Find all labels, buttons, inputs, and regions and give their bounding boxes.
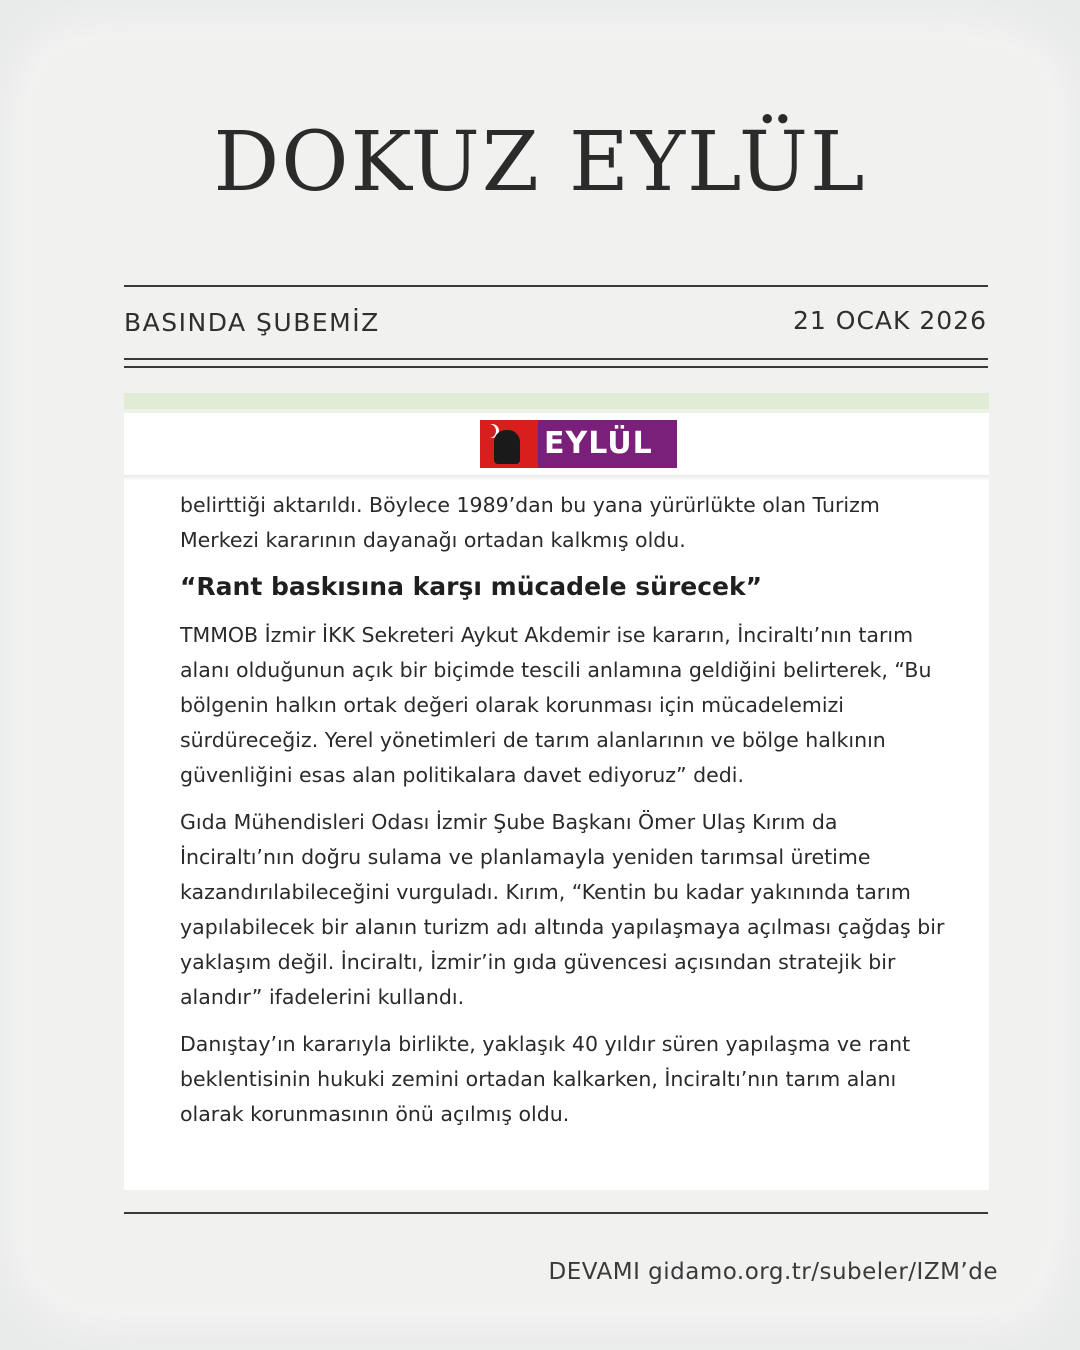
masthead-title: DOKUZ EYLÜL — [213, 115, 867, 210]
article-paragraph: belirttiği aktarıldı. Böylece 1989’dan bu yana yürürlükte olan Turizm Merkezi kararının dayanağı ortadan kalkmış oldu. — [180, 493, 880, 552]
date-label: 21 OCAK 2026 — [793, 306, 987, 335]
clipping-top-line — [124, 409, 989, 413]
top-rule — [124, 285, 988, 287]
flag-portrait-icon — [480, 420, 538, 468]
article-subheading: “Rant baskısına karşı mücadele sürecek” — [180, 572, 763, 601]
footer-link[interactable]: DEVAMI gidamo.org.tr/subeler/IZM’de — [548, 1259, 998, 1285]
bottom-rule — [124, 1212, 988, 1214]
article-body — [180, 488, 950, 1144]
portrait-icon — [494, 430, 520, 464]
article-paragraph: TMMOB İzmir İKK Sekreteri Aykut Akdemir ise kararın, İnciraltı’nın tarım alanı olduğunun açık bir biçimde tescili anlamına geldiğini belirterek, “Bu bölgenin halkın ortak değeri olarak korunması için mücadelemizi sürdüreceğiz. Yerel yönetimleri de tarım alanlarının ve bölge halkının güvenliğini esas alan politikalara davet ediyoruz” dedi. — [180, 623, 932, 787]
double-rule-lower — [124, 366, 988, 368]
newspaper-clipping — [124, 393, 989, 1190]
double-rule-upper — [124, 358, 988, 360]
article-paragraph: Gıda Mühendisleri Odası İzmir Şube Başkanı Ömer Ulaş Kırım da İnciraltı’nın doğru sulama ve planlamayla yeniden tarımsal üretime kazandırılabileceğini vurguladı. Kırım, “Kentin bu kadar yakınında tarım yapılabilecek bir alanın turizm adı altında yapılaşmaya açılması çağdaş bir yaklaşım değil. İnciraltı, İzmir’in gıda güvencesi açısından stratejik bir alandır” ifadelerini kullandı. — [180, 810, 945, 1009]
logo-text: EYLÜL — [544, 426, 653, 461]
eylul-logo — [480, 420, 677, 468]
clipping-top-bar — [124, 393, 989, 409]
crescent-icon — [482, 424, 496, 438]
article-paragraph: Danıştay’ın kararıyla birlikte, yaklaşık 40 yıldır süren yapılaşma ve rant beklentisinin hukuki zemini ortadan kalkarken, İnciraltı’nın tarım alanı olarak korunmasının önü açılmış oldu. — [180, 1032, 911, 1126]
header-shadow — [124, 475, 989, 481]
section-label: BASINDA ŞUBEMİZ — [124, 308, 380, 337]
